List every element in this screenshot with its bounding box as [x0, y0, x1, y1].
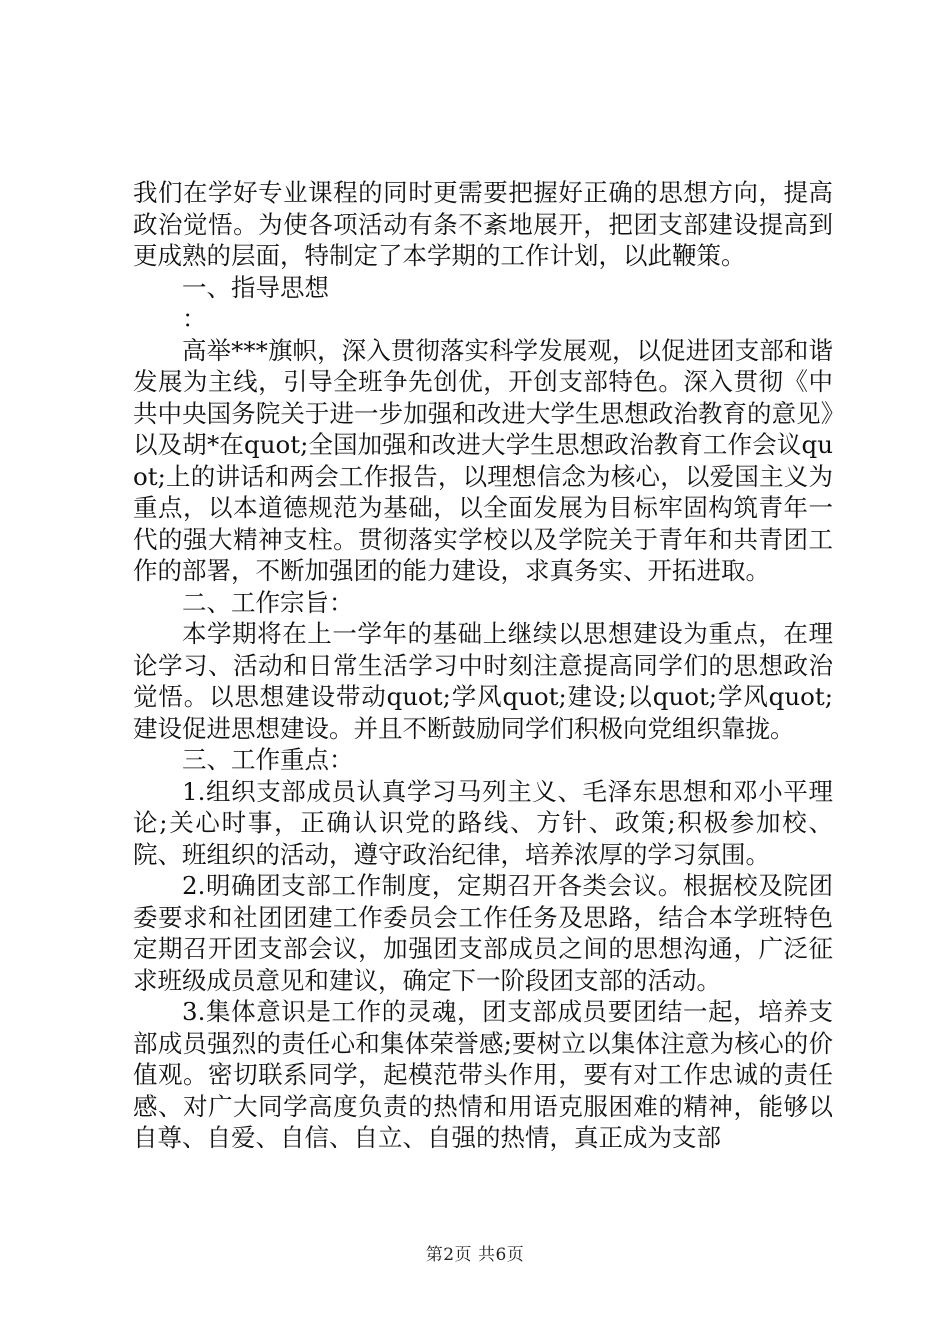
- list-item-focus-2: 2.明确团支部工作制度，定期召开各类会议。根据校及院团委要求和社团团建工作委员会工作任务及思路，结合本学班特色定期召开团支部会议，加强团支部成员之间的思想沟通，广泛征求班级成员意见和建议，确定下一阶段团支部的活动。: [133, 871, 833, 995]
- paragraph-guiding-ideology: 高举***旗帜，深入贯彻落实科学发展观，以促进团支部和谐发展为主线，引导全班争先创优，开创支部特色。深入贯彻《中共中央国务院关于进一步加强和改进大学生思想政治教育的意见》以及胡*在quot;全国加强和改进大学生思想政治教育工作会议quot;上的讲话和两会工作报告，以理想信念为核心，以爱国主义为重点，以本道德规范为基础，以全面发展为目标牢固构筑青年一代的强大精神支柱。贯彻落实学校以及学院关于青年和共青团工作的部署，不断加强团的能力建设，求真务实、开拓进取。: [133, 335, 833, 585]
- heading-colon: ：: [182, 304, 207, 333]
- document-body: [133, 177, 833, 1154]
- list-item-focus-3: 3.集体意识是工作的灵魂，团支部成员要团结一起，培养支部成员强烈的责任心和集体荣誉感;要树立以集体注意为核心的价值观。密切联系同学，起模范带头作用，要有对工作忠诚的责任感、对广大同学高度负责的热情和用语克服困难的精神，能够以自尊、自爱、自信、自立、自强的热情，真正成为支部: [133, 997, 833, 1152]
- paragraph-intro-continuation: 我们在学好专业课程的同时更需要把握好正确的思想方向，提高政治觉悟。为使各项活动有条不紊地展开，把团支部建设提高到更成熟的层面，特制定了本学期的工作计划，以此鞭策。: [133, 178, 833, 270]
- page-number-footer: 第2页 共6页: [425, 1245, 525, 1265]
- list-item-focus-1: 1.组织支部成员认真学习马列主义、毛泽东思想和邓小平理论;关心时事，正确认识党的路线、方针、政策;积极参加校、院、班组织的活动，遵守政治纪律，培养浓厚的学习氛围。: [133, 776, 833, 869]
- heading-guiding-ideology: 一、指导思想: [182, 272, 329, 302]
- heading-work-purpose: 二、工作宗旨：: [182, 587, 354, 617]
- heading-work-focus: 三、工作重点：: [182, 745, 354, 774]
- paragraph-work-purpose: 本学期将在上一学年的基础上继续以思想建设为重点，在理论学习、活动和日常生活学习中时刻注意提高同学们的思想政治觉悟。以思想建设带动quot;学风quot;建设;以quot;学风quot;建设促进思想建设。并且不断鼓励同学们积极向党组织靠拢。: [133, 619, 833, 743]
